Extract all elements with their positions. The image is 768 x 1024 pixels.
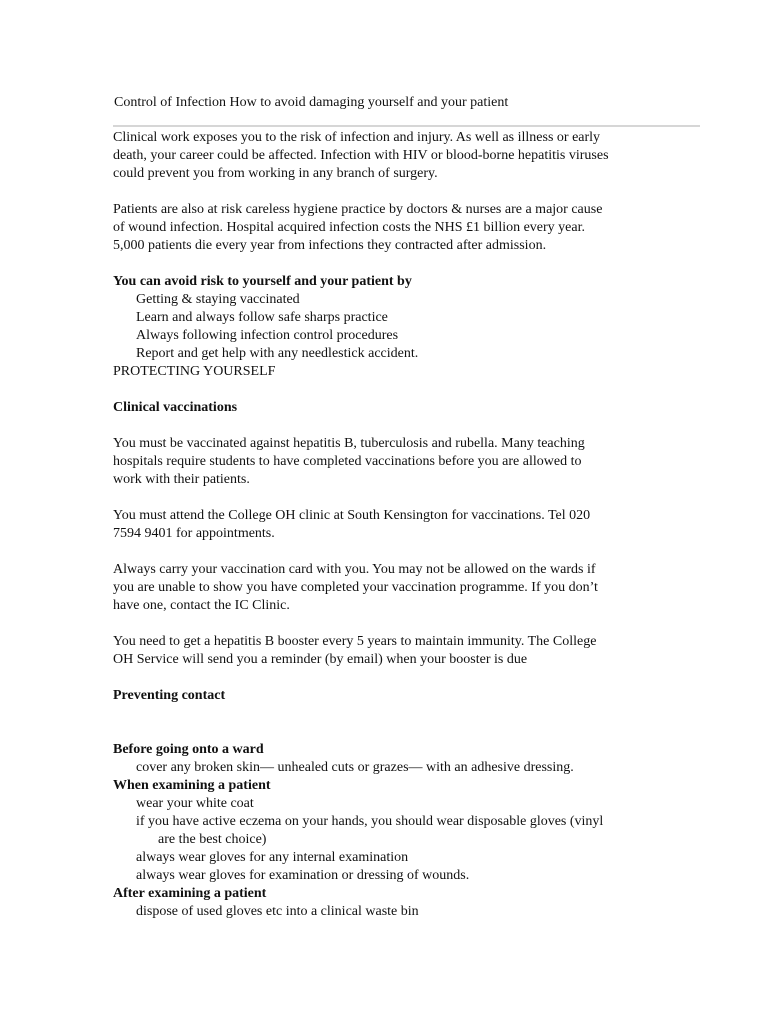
intro-line: of wound infection. Hospital acquired infection costs the NHS £1 billion every year. (113, 220, 586, 235)
avoid-item: Report and get help with any needlestick accident. (136, 346, 419, 361)
when-examining-item: always wear gloves for any internal examination (136, 850, 409, 865)
vaccinations-line: have one, contact the IC Clinic. (113, 598, 290, 613)
vaccinations-heading: Clinical vaccinations (113, 400, 238, 415)
section-label: PROTECTING YOURSELF (113, 364, 276, 379)
intro-line: 5,000 patients die every year from infections they contracted after admission. (113, 238, 547, 253)
contact-heading: Preventing contact (113, 688, 226, 703)
vaccinations-line: You need to get a hepatitis B booster every 5 years to maintain immunity. The College (113, 634, 597, 649)
document-body (113, 129, 673, 921)
vaccinations-line: You must attend the College OH clinic at South Kensington for vaccinations. Tel 020 (113, 508, 591, 523)
title-divider (113, 125, 700, 127)
before-ward-item: cover any broken skin— unhealed cuts or grazes— with an adhesive dressing. (136, 760, 574, 775)
avoid-item: Always following infection control procedures (136, 328, 399, 343)
vaccinations-line: 7594 9401 for appointments. (113, 526, 275, 541)
avoid-heading: You can avoid risk to yourself and your patient by (113, 274, 412, 289)
vaccinations-line: OH Service will send you a reminder (by email) when your booster is due (113, 652, 528, 667)
avoid-item: Getting & staying vaccinated (136, 292, 300, 307)
when-examining-item-continued: are the best choice) (158, 832, 267, 847)
vaccinations-line: you are unable to show you have completed your vaccination programme. If you don’t (113, 580, 598, 595)
intro-line: could prevent you from working in any branch of surgery. (113, 166, 438, 181)
intro-line: death, your career could be affected. Infection with HIV or blood-borne hepatitis viruses (113, 148, 609, 163)
intro-line: Clinical work exposes you to the risk of infection and injury. As well as illness or early (113, 130, 601, 145)
after-examining-heading: After examining a patient (113, 886, 267, 901)
intro-line: Patients are also at risk careless hygiene practice by doctors & nurses are a major cause (113, 202, 603, 217)
when-examining-heading: When examining a patient (113, 778, 271, 793)
when-examining-item: always wear gloves for examination or dressing of wounds. (136, 868, 470, 883)
vaccinations-line: You must be vaccinated against hepatitis B, tuberculosis and rubella. Many teaching (113, 436, 585, 451)
after-examining-item: dispose of used gloves etc into a clinical waste bin (136, 904, 419, 919)
vaccinations-line: hospitals require students to have completed vaccinations before you are allowed to (113, 454, 582, 469)
vaccinations-line: work with their patients. (113, 472, 250, 487)
when-examining-item: if you have active eczema on your hands, you should wear disposable gloves (vinyl (136, 814, 604, 829)
document-title: Control of Infection How to avoid damaging yourself and your patient (114, 95, 509, 110)
avoid-item: Learn and always follow safe sharps practice (136, 310, 388, 325)
vaccinations-line: Always carry your vaccination card with you. You may not be allowed on the wards if (113, 562, 596, 577)
before-ward-heading: Before going onto a ward (113, 742, 264, 757)
when-examining-item: wear your white coat (136, 796, 254, 811)
